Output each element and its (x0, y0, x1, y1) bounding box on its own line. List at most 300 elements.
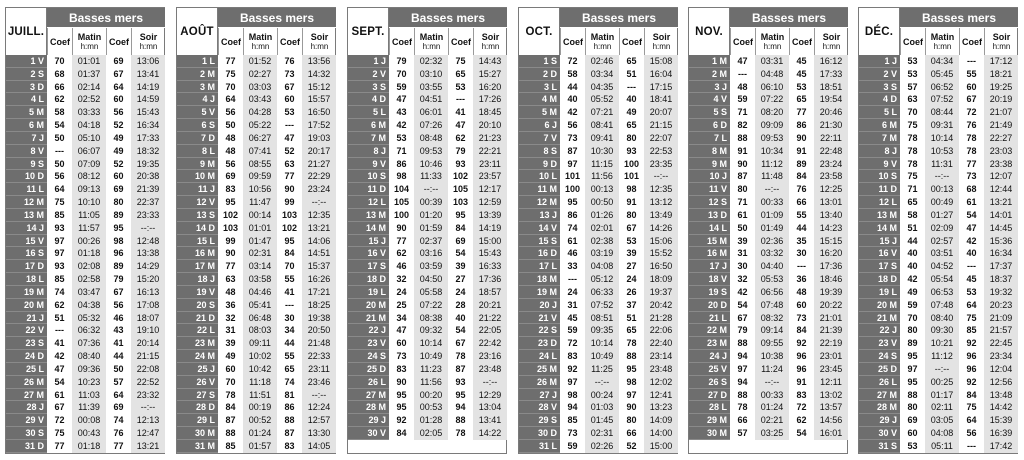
time-evening: 23:03 (984, 145, 1018, 158)
time-morning: 05:32 (72, 312, 106, 325)
column-header-label: Coef (733, 36, 753, 47)
coef-evening: 35 (789, 235, 814, 248)
coef-evening: 96 (959, 363, 984, 376)
month-header (859, 8, 1018, 55)
coef-evening: 60 (277, 93, 302, 106)
time-evening: 16:20 (814, 247, 848, 260)
time-morning: 11:47 (243, 196, 277, 209)
table-row (348, 235, 507, 248)
time-evening: 23:48 (473, 363, 507, 376)
day-label: 3 M (177, 81, 218, 94)
time-evening: 18:07 (131, 312, 165, 325)
coef-morning: 41 (47, 337, 72, 350)
day-label: 27 S (177, 389, 218, 402)
time-morning: 04:28 (243, 106, 277, 119)
coef-morning: 60 (900, 427, 925, 440)
column-header-soir (644, 28, 678, 55)
table-row (519, 363, 678, 376)
time-evening: 18:57 (473, 286, 507, 299)
day-label: 26 V (177, 376, 218, 389)
table-row (348, 81, 507, 94)
table-row (348, 299, 507, 312)
table-row (519, 324, 678, 337)
time-morning: 04:38 (72, 299, 106, 312)
time-morning: 07:52 (585, 299, 619, 312)
time-morning: 10:10 (72, 196, 106, 209)
time-evening: 14:26 (644, 222, 678, 235)
coef-evening: 47 (959, 222, 984, 235)
coef-evening: 70 (277, 260, 302, 273)
column-header-soir (984, 28, 1018, 55)
month-header (348, 8, 507, 55)
table-row (177, 337, 336, 350)
time-morning: 03:10 (414, 68, 448, 81)
coef-evening: 60 (789, 299, 814, 312)
coef-morning: 40 (900, 260, 925, 273)
coef-morning: 91 (730, 145, 755, 158)
coef-morning: 65 (900, 196, 925, 209)
table-row (859, 299, 1018, 312)
coef-morning: 72 (47, 414, 72, 427)
coef-evening: 44 (789, 222, 814, 235)
time-evening: 20:10 (473, 119, 507, 132)
time-morning: 05:53 (755, 273, 789, 286)
time-morning: --:-- (925, 170, 959, 183)
coef-morning: 78 (900, 132, 925, 145)
month-block (176, 7, 336, 454)
coef-morning: 49 (900, 286, 925, 299)
table-row (689, 145, 848, 158)
table-row (859, 235, 1018, 248)
day-label: 14 M (348, 222, 389, 235)
time-morning: 08:12 (72, 170, 106, 183)
coef-evening: --- (959, 260, 984, 273)
coef-morning: 73 (560, 427, 585, 440)
column-header-coef (619, 28, 644, 55)
day-label: 12 L (859, 196, 900, 209)
coef-morning: 88 (730, 132, 755, 145)
day-label: 13 M (6, 209, 47, 222)
coef-morning: 70 (218, 376, 243, 389)
time-morning: 00:24 (585, 389, 619, 402)
time-morning: 02:36 (755, 235, 789, 248)
day-label: 28 M (348, 401, 389, 414)
coef-morning: 70 (900, 106, 925, 119)
column-header-unit: h:mn (139, 41, 158, 51)
time-evening: 13:12 (644, 196, 678, 209)
time-morning: 10:30 (585, 145, 619, 158)
time-evening: 13:01 (814, 196, 848, 209)
time-morning: 09:31 (925, 119, 959, 132)
table-row (177, 55, 336, 68)
table-row (348, 376, 507, 389)
time-morning: --:-- (925, 363, 959, 376)
table-row (859, 222, 1018, 235)
coef-morning: 59 (389, 81, 414, 94)
day-label: 12 M (6, 196, 47, 209)
table-row (6, 68, 165, 81)
day-label: 23 M (177, 337, 218, 350)
time-morning: 01:18 (72, 247, 106, 260)
coef-morning: 58 (560, 68, 585, 81)
coef-evening: --- (448, 93, 473, 106)
table-row (6, 260, 165, 273)
coef-morning: 59 (560, 324, 585, 337)
column-header-unit: h:mn (80, 41, 99, 51)
time-morning: 00:25 (925, 376, 959, 389)
day-label: 24 L (519, 350, 560, 363)
time-morning: 06:48 (243, 312, 277, 325)
coef-evening: 84 (277, 247, 302, 260)
table-row (177, 286, 336, 299)
coef-evening: 42 (959, 235, 984, 248)
coef-evening: 37 (619, 299, 644, 312)
time-evening: 18:37 (984, 273, 1018, 286)
time-morning: 01:57 (243, 440, 277, 453)
time-morning: 11:25 (585, 363, 619, 376)
coef-evening: 93 (448, 376, 473, 389)
day-label: 30 M (689, 427, 730, 440)
day-label: 20 S (177, 299, 218, 312)
time-morning: 10:23 (72, 376, 106, 389)
coef-morning: 70 (218, 81, 243, 94)
column-header-label: Soir (992, 31, 1011, 42)
day-label: 20 M (6, 299, 47, 312)
column-header-label: Coef (622, 36, 642, 47)
coef-evening: 48 (789, 286, 814, 299)
time-evening: 23:11 (302, 363, 336, 376)
section-header-basses-mers: Basses mers (560, 8, 678, 28)
column-header-label: Coef (109, 36, 129, 47)
day-label: 28 V (519, 401, 560, 414)
coef-morning: --- (47, 145, 72, 158)
coef-evening: 77 (959, 158, 984, 171)
coef-morning: 53 (900, 55, 925, 68)
table-row (859, 196, 1018, 209)
coef-evening: 77 (277, 170, 302, 183)
tide-rows (859, 55, 1018, 453)
coef-evening: --- (277, 299, 302, 312)
day-label: 2 V (859, 68, 900, 81)
coef-evening: 90 (277, 183, 302, 196)
coef-evening: 44 (106, 350, 131, 363)
time-evening: 12:07 (984, 170, 1018, 183)
coef-morning: 71 (389, 145, 414, 158)
coef-evening: 44 (277, 337, 302, 350)
coef-evening: 30 (277, 312, 302, 325)
time-morning: 02:01 (585, 222, 619, 235)
coef-evening: 61 (959, 196, 984, 209)
coef-evening: 89 (789, 158, 814, 171)
table-row (689, 273, 848, 286)
time-evening: 12:57 (302, 414, 336, 427)
day-label: 24 D (6, 350, 47, 363)
time-evening: 14:29 (131, 260, 165, 273)
coef-evening: --- (619, 81, 644, 94)
day-label: 14 L (689, 222, 730, 235)
table-row (859, 376, 1018, 389)
column-header-coef (730, 28, 755, 55)
coef-evening: 53 (789, 81, 814, 94)
time-evening: 17:12 (984, 55, 1018, 68)
coef-morning: 59 (560, 440, 585, 453)
time-morning: 09:59 (243, 170, 277, 183)
tide-rows (519, 55, 678, 453)
time-morning: --:-- (585, 376, 619, 389)
day-label: 13 D (689, 209, 730, 222)
coef-evening: 53 (277, 106, 302, 119)
coef-evening: 101 (619, 170, 644, 183)
column-header-label: Coef (221, 36, 241, 47)
coef-morning: 92 (389, 414, 414, 427)
coef-morning: 105 (389, 196, 414, 209)
table-row (177, 68, 336, 81)
time-morning: 06:32 (72, 324, 106, 337)
time-morning: 04:46 (243, 286, 277, 299)
coef-morning: 85 (560, 414, 585, 427)
column-header-unit: h:mn (763, 41, 782, 51)
coef-evening: 91 (789, 376, 814, 389)
time-morning: 05:11 (925, 440, 959, 453)
table-row (859, 286, 1018, 299)
coef-morning: 47 (730, 55, 755, 68)
time-evening: 13:21 (984, 196, 1018, 209)
time-morning: 02:57 (925, 235, 959, 248)
time-morning: 00:08 (72, 414, 106, 427)
day-label: 28 D (177, 401, 218, 414)
day-label: 14 M (859, 222, 900, 235)
time-morning: 02:58 (72, 273, 106, 286)
coef-morning: 57 (900, 81, 925, 94)
coef-morning: 93 (47, 222, 72, 235)
table-row (519, 273, 678, 286)
time-evening: 14:00 (644, 427, 678, 440)
table-row (689, 427, 848, 440)
table-row (519, 389, 678, 402)
coef-morning: 44 (900, 235, 925, 248)
table-row (6, 363, 165, 376)
time-morning: 03:32 (755, 247, 789, 260)
day-label: 17 L (519, 260, 560, 273)
time-morning: 06:52 (925, 81, 959, 94)
coef-evening: 50 (106, 363, 131, 376)
time-evening: 16:12 (814, 55, 848, 68)
table-row (348, 350, 507, 363)
day-label: 3 S (348, 81, 389, 94)
day-label: 23 V (348, 337, 389, 350)
time-morning: 02:52 (72, 93, 106, 106)
time-evening: 15:52 (644, 247, 678, 260)
time-morning: 04:51 (414, 93, 448, 106)
table-row (177, 81, 336, 94)
coef-evening: 66 (619, 427, 644, 440)
column-header-coef (106, 28, 131, 55)
coef-morning: 31 (560, 299, 585, 312)
time-morning: 08:51 (585, 312, 619, 325)
table-row (689, 312, 848, 325)
table-row (348, 183, 507, 196)
time-evening: 12:04 (984, 363, 1018, 376)
time-morning: 04:50 (414, 273, 448, 286)
day-label: 14 V (519, 222, 560, 235)
table-row (348, 106, 507, 119)
time-evening: 16:33 (473, 260, 507, 273)
column-header-label: Coef (903, 36, 923, 47)
day-label: 29 J (348, 414, 389, 427)
time-morning: 08:32 (755, 312, 789, 325)
coef-morning: 104 (389, 183, 414, 196)
time-evening: 19:37 (644, 286, 678, 299)
coef-evening: 77 (106, 440, 131, 453)
time-evening: 17:33 (814, 68, 848, 81)
coef-morning: 53 (900, 68, 925, 81)
day-label: 9 M (177, 158, 218, 171)
coef-evening: 83 (789, 389, 814, 402)
coef-evening: 24 (448, 286, 473, 299)
coef-morning: 84 (218, 401, 243, 414)
time-evening: 15:43 (473, 247, 507, 260)
time-morning: 11:56 (414, 376, 448, 389)
time-evening: 21:09 (984, 312, 1018, 325)
time-evening: 21:27 (302, 158, 336, 171)
time-morning: 11:24 (755, 363, 789, 376)
table-row (859, 312, 1018, 325)
table-row (348, 414, 507, 427)
day-label: 26 M (6, 376, 47, 389)
time-evening: 17:52 (302, 119, 336, 132)
table-row (519, 81, 678, 94)
time-morning: 05:22 (243, 119, 277, 132)
table-row (689, 286, 848, 299)
coef-evening: 65 (619, 119, 644, 132)
day-label: 18 V (689, 273, 730, 286)
column-header-coef (47, 28, 72, 55)
coef-morning: 56 (218, 106, 243, 119)
day-label: 28 M (859, 401, 900, 414)
day-label: 18 M (519, 273, 560, 286)
table-row (859, 119, 1018, 132)
table-row (348, 337, 507, 350)
time-morning: 01:37 (72, 68, 106, 81)
time-evening: 16:01 (814, 427, 848, 440)
day-label: 30 S (6, 427, 47, 440)
day-label: 29 L (177, 414, 218, 427)
time-evening: 15:39 (984, 414, 1018, 427)
day-label: 15 S (519, 235, 560, 248)
column-header-label: Matin (760, 31, 785, 42)
table-row (689, 68, 848, 81)
day-label: 27 D (689, 389, 730, 402)
table-row (348, 247, 507, 260)
coef-morning: 75 (900, 170, 925, 183)
coef-morning: 39 (218, 337, 243, 350)
time-evening: 14:22 (473, 427, 507, 440)
coef-evening: 62 (789, 414, 814, 427)
table-row (689, 55, 848, 68)
time-evening: 15:20 (131, 273, 165, 286)
coef-evening: 54 (448, 324, 473, 337)
table-row (519, 260, 678, 273)
day-label: 22 V (6, 324, 47, 337)
time-evening: 20:22 (814, 299, 848, 312)
table-row (519, 235, 678, 248)
coef-evening: 67 (106, 68, 131, 81)
coef-morning: 90 (389, 222, 414, 235)
time-morning: 01:17 (925, 389, 959, 402)
day-label: 3 D (6, 81, 47, 94)
table-row (348, 55, 507, 68)
table-row (348, 401, 507, 414)
day-label: 13 M (348, 209, 389, 222)
coef-morning: 83 (218, 183, 243, 196)
day-label: 10 S (348, 170, 389, 183)
time-morning: 03:58 (243, 273, 277, 286)
time-morning: 02:38 (585, 235, 619, 248)
coef-evening: 76 (959, 119, 984, 132)
column-header-label: Coef (962, 36, 982, 47)
day-label: 16 M (177, 247, 218, 260)
table-row (519, 93, 678, 106)
table-row (689, 389, 848, 402)
column-header-label: Soir (652, 31, 671, 42)
table-row (859, 247, 1018, 260)
table-row (6, 183, 165, 196)
coef-evening: 65 (277, 363, 302, 376)
table-row (519, 170, 678, 183)
time-morning: 04:18 (72, 119, 106, 132)
coef-morning: 51 (47, 312, 72, 325)
table-row (519, 222, 678, 235)
time-morning: 00:33 (755, 389, 789, 402)
time-morning: 05:45 (925, 68, 959, 81)
column-header-matin (925, 28, 959, 55)
time-morning: 10:14 (414, 337, 448, 350)
table-row (6, 286, 165, 299)
table-row (519, 247, 678, 260)
coef-evening: 73 (277, 68, 302, 81)
coef-evening: 39 (619, 247, 644, 260)
time-morning: 11:51 (243, 389, 277, 402)
coef-morning: 90 (730, 158, 755, 171)
coef-morning: 45 (560, 312, 585, 325)
time-evening: 21:28 (644, 312, 678, 325)
table-row (689, 170, 848, 183)
time-morning: 00:53 (414, 401, 448, 414)
coef-evening: 41 (448, 106, 473, 119)
time-morning: 02:31 (585, 427, 619, 440)
column-header-label: Coef (50, 36, 70, 47)
day-label: 12 S (689, 196, 730, 209)
table-row (177, 93, 336, 106)
coef-evening: 103 (277, 209, 302, 222)
day-label: 11 V (689, 183, 730, 196)
time-evening: 17:42 (984, 440, 1018, 453)
time-evening: 22:52 (131, 376, 165, 389)
time-evening: 12:25 (814, 183, 848, 196)
coef-morning: 83 (389, 363, 414, 376)
time-morning: 09:53 (755, 132, 789, 145)
column-header-label: Matin (248, 31, 273, 42)
section-header-basses-mers: Basses mers (900, 8, 1018, 28)
time-evening: 22:08 (131, 363, 165, 376)
month-block (688, 7, 848, 454)
time-evening: 21:15 (644, 119, 678, 132)
day-label: 11 D (859, 183, 900, 196)
time-evening: 18:09 (644, 273, 678, 286)
day-label: 8 J (859, 145, 900, 158)
coef-morning: 83 (560, 350, 585, 363)
table-row (6, 427, 165, 440)
